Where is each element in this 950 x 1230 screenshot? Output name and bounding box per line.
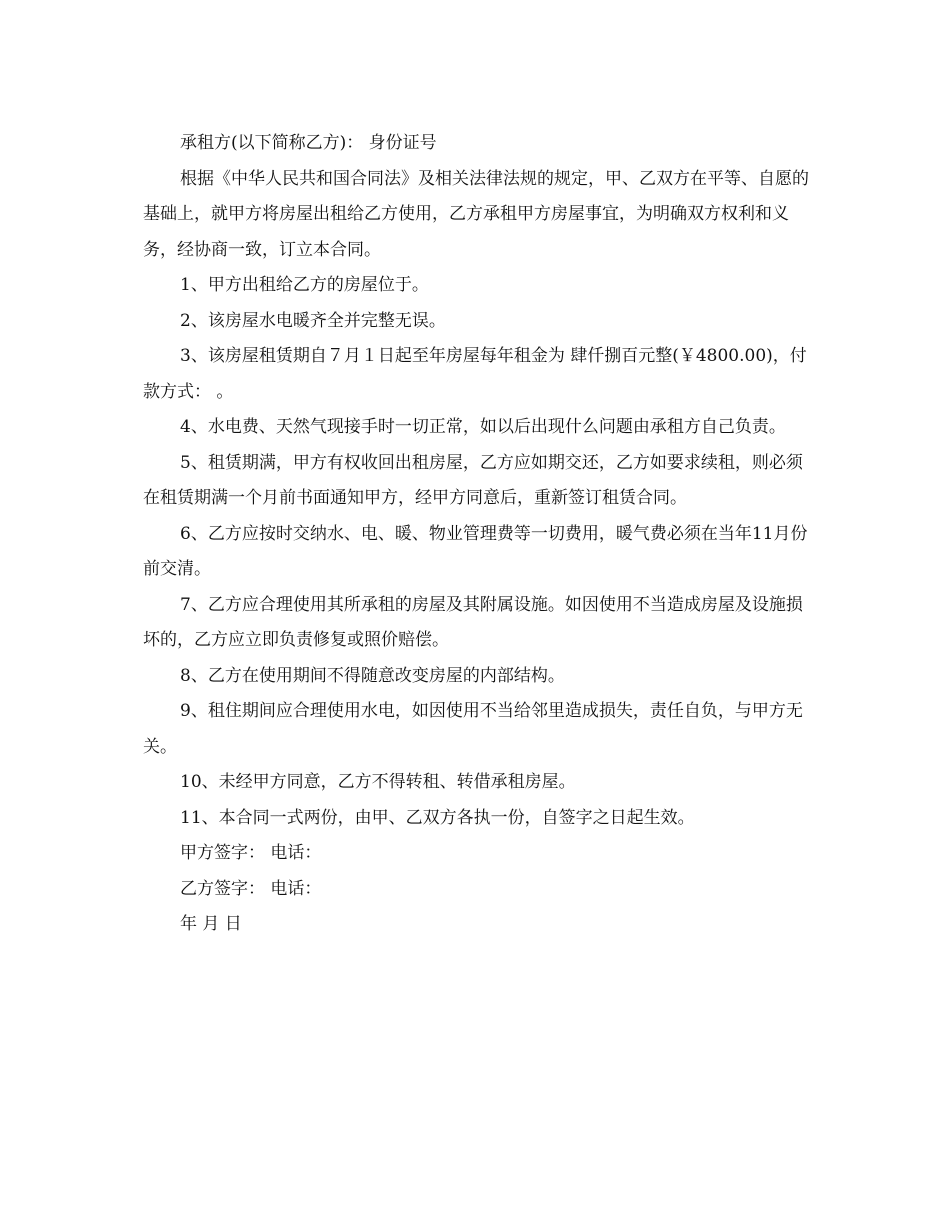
clause-8: 8、乙方在使用期间不得随意改变房屋的内部结构。 (180, 665, 565, 686)
clause-3: 3、该房屋租赁期自７月１日起至年房屋每年租金为 肆仟捌百元整(￥4800.00)，付款方式： 。 (143, 346, 807, 402)
party-a-signature-line: 甲方签字： 电话： (180, 843, 322, 863)
clause-4: 4、水电费、天然气现接手时一切正常，如以后出现什么问题由承租方自己负责。 (180, 417, 786, 437)
lessee-line: 承租方(以下简称乙方)： 身份证号 (180, 133, 437, 153)
clause-1: 1、甲方出租给乙方的房屋位于。 (180, 275, 429, 295)
clause-6: 6、乙方应按时交纳水、电、暖、物业管理费等一切费用，暖气费必须在当年11月份前交清。 (143, 523, 808, 579)
contract-preamble: 根据《中华人民共和国合同法》及相关法律法规的规定，甲、乙双方在平等、自愿的基础上，就甲方将房屋出租给乙方使用，乙方承租甲方房屋事宜，为明确双方权利和义务，经协商一致，订立本合同。 (143, 168, 809, 260)
clause-2: 2、该房屋水电暖齐全并完整无误。 (180, 310, 446, 331)
party-b-signature-line: 乙方签字： 电话： (180, 878, 322, 899)
clause-9: 9、租住期间应合理使用水电，如因使用不当给邻里造成损失，责任自负，与甲方无关。 (143, 701, 803, 757)
date-line: 年 月 日 (180, 914, 242, 934)
clause-11: 11、本合同一式两份，由甲、乙双方各执一份，自签字之日起生效。 (180, 807, 695, 828)
clause-7: 7、乙方应合理使用其所承租的房屋及其附属设施。如因使用不当造成房屋及设施损坏的，乙方应立即负责修复或照价赔偿。 (143, 594, 803, 650)
contract-document (143, 126, 809, 943)
clause-10: 10、未经甲方同意，乙方不得转租、转借承租房屋。 (180, 772, 576, 792)
clause-5: 5、租赁期满，甲方有权收回出租房屋，乙方应如期交还，乙方如要求续租，则必须在租赁期满一个月前书面通知甲方，经甲方同意后，重新签订租赁合同。 (143, 452, 803, 508)
